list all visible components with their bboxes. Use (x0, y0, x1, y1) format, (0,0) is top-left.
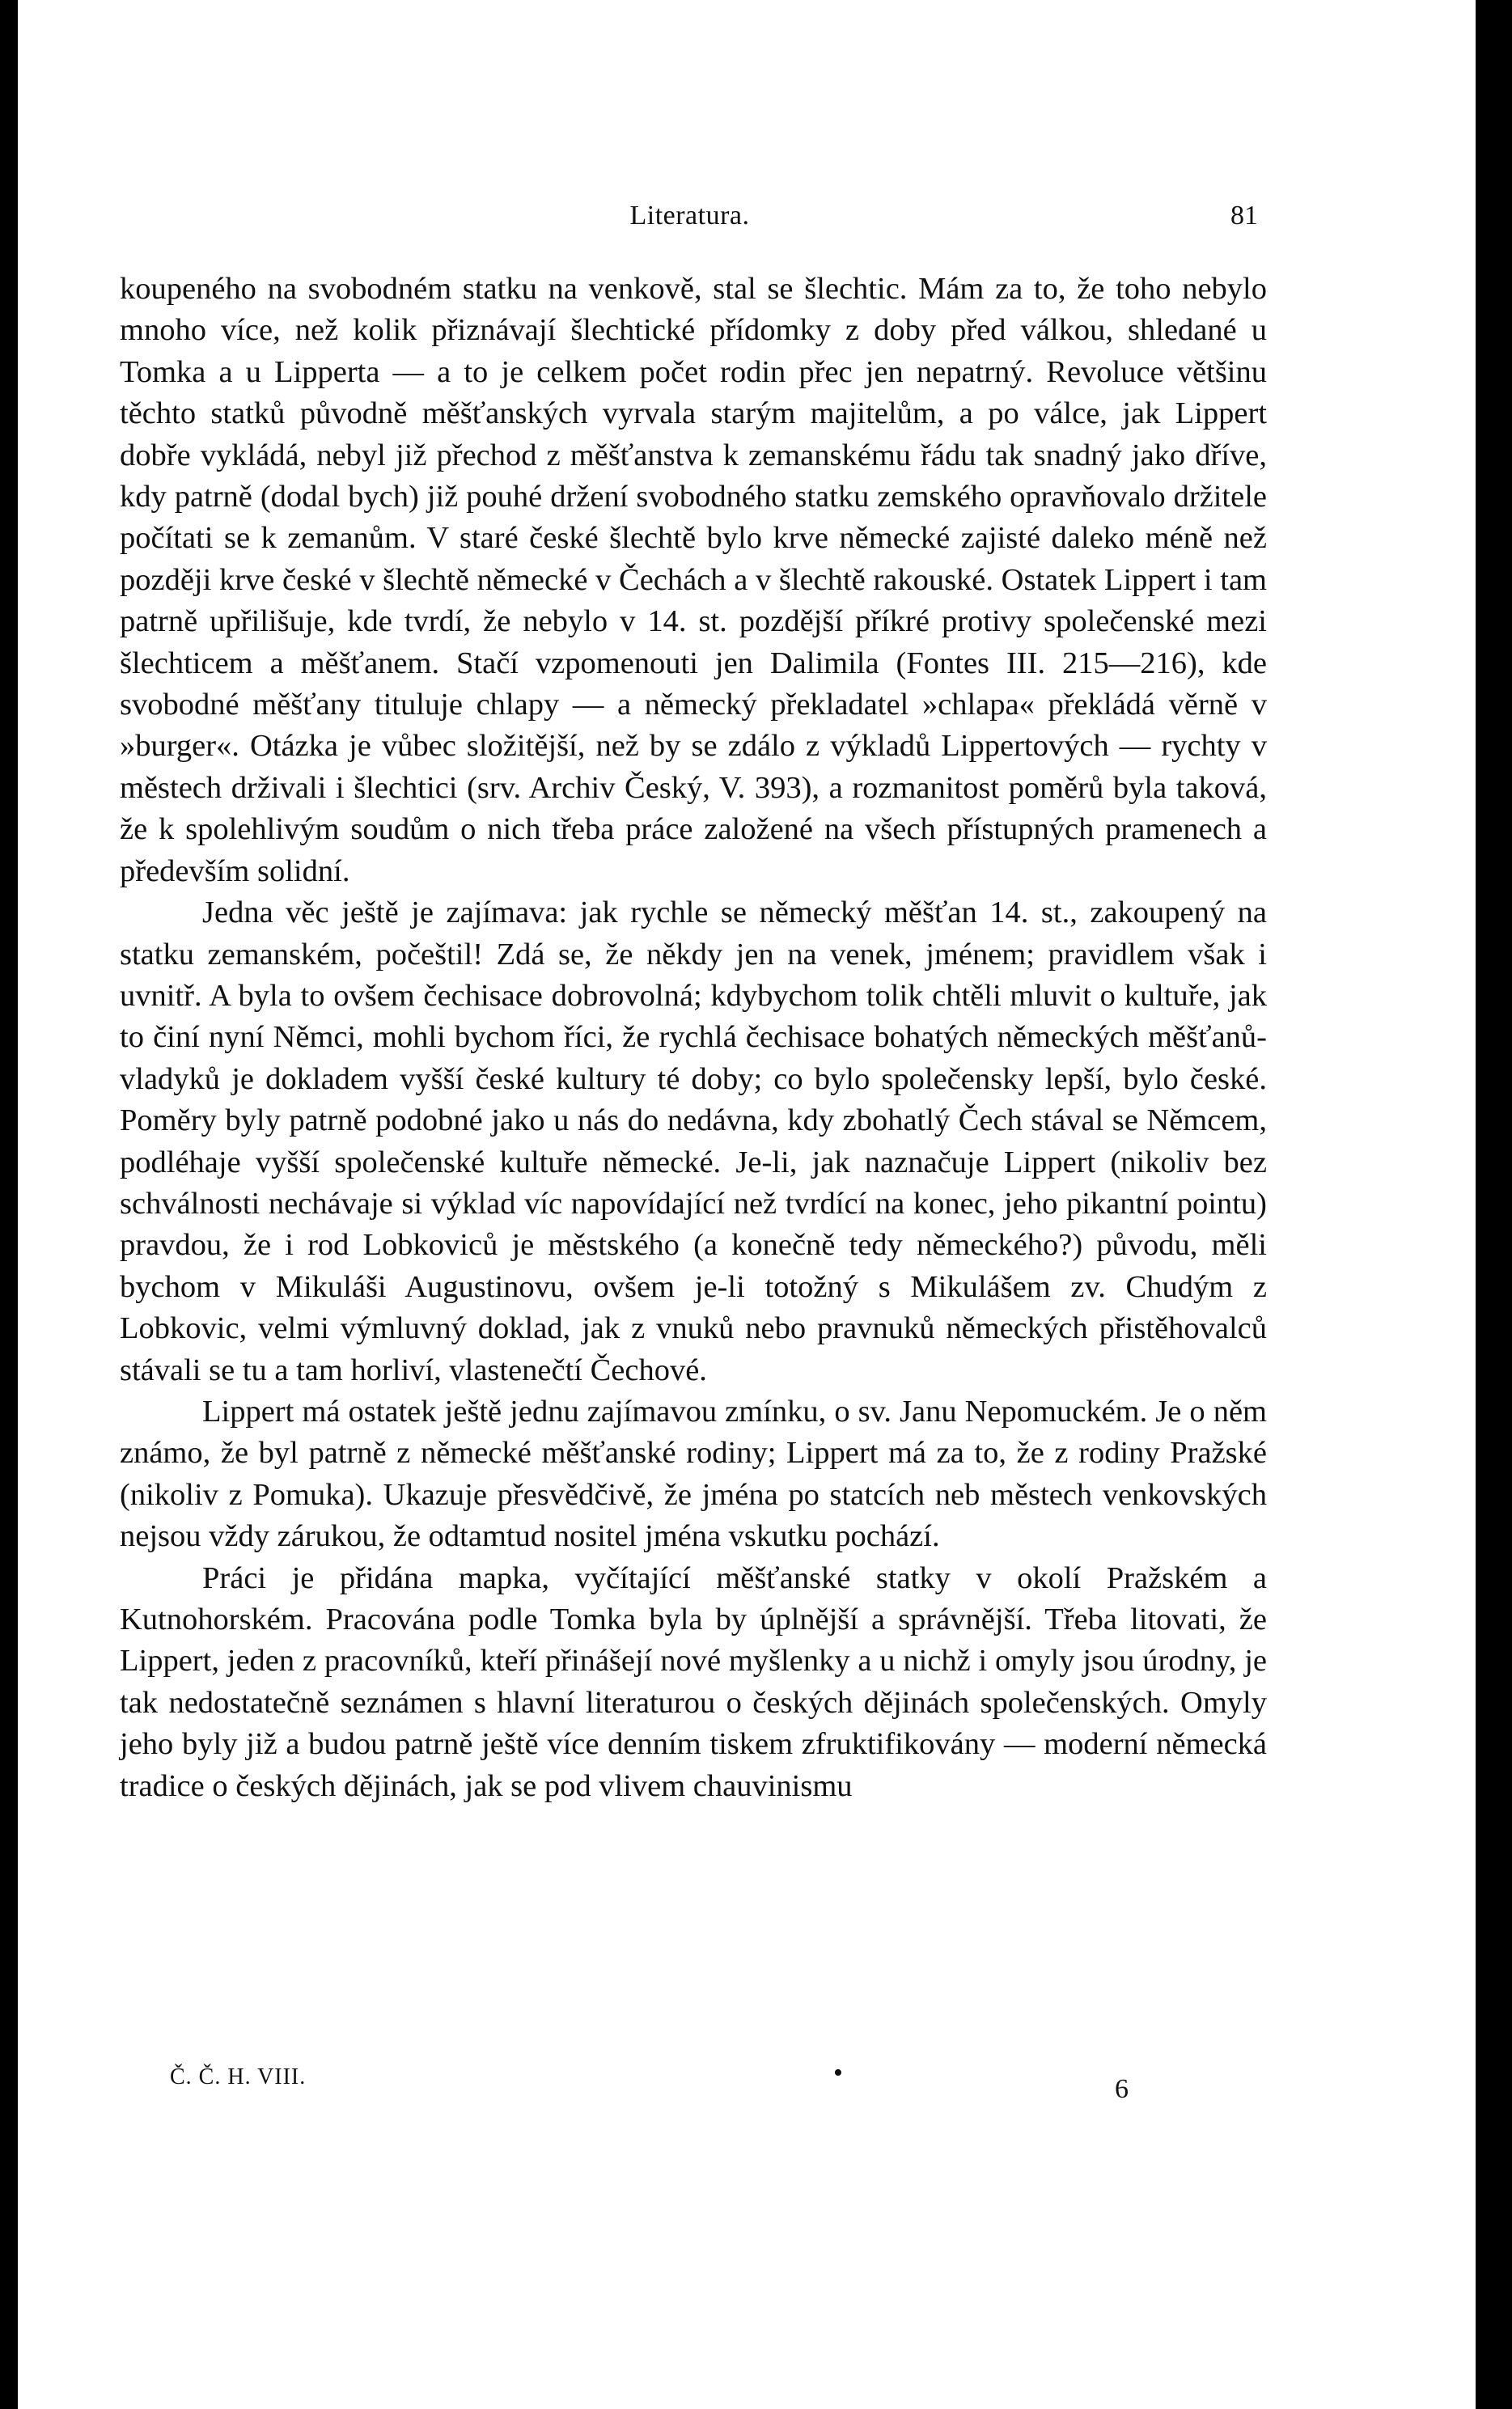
paragraph-3: Lippert má ostatek ještě jednu zajímavou zmínku, o sv. Janu Nepomuckém. Je o něm známo, že byl patrně z německé měšťanské rodiny; Lippert má za to, že z rodiny Pražské (nikoliv z Pomuka). Ukazuje přesvědčivě, že jména po statcích neb městech venkovských nejsou vždy zárukou, že odtamtud nositel jména vskutku pochází. (120, 1394, 1267, 1554)
signature-number: 6 (1115, 2074, 1129, 2104)
page-footer (121, 2058, 1258, 2105)
running-title: Literatura. (629, 201, 750, 231)
running-header (121, 201, 1258, 243)
page-number: 81 (1230, 201, 1258, 231)
footer-dot: • (833, 2058, 843, 2088)
scan-edge (1476, 0, 1512, 2409)
paragraph-4: Práci je přidána mapka, vyčítající měšťanské statky v okolí Pražském a Kutnohorském. Pracována podle Tomka byla by úplnější a správnější. Třeba litovati, že Lippert, jeden z pracovníků, kteří přinášejí nové myšlenky a u nichž i omyly jsou úrodny, je tak nedostatečně seznámen s hlavní literaturou o českých dějinách společenských. Omyly jeho byly již a budou patrně ještě více denním tiskem zfruktifikovány — moderní německá tradice o českých dějinách, jak se pod vlivem chauvinismu (120, 1560, 1267, 1803)
paragraph-1: koupeného na svobodném statku na venkově, stal se šlechtic. Mám za to, že toho nebylo mnoho více, než kolik přiznávají šlechtické přídomky z doby před válkou, shledané u Tomka a u Lipperta — a to je celkem počet rodin přec jen nepatrný. Revoluce většinu těchto statků původně měšťanských vyrvala starým majitelům, a po válce, jak Lippert dobře vykládá, nebyl již přechod z měšťanstva k zemanskému řádu tak snadný jako dříve, kdy patrně (dodal bych) již pouhé držení svobodného statku zemského opravňovalo držitele počítati se k zemanům. V staré české šlechtě bylo krve německé zajisté daleko méně než později krve české v šlechtě německé v Čechách a v šlechtě rakouské. Ostatek Lippert i tam patrně upřilišuje, kde tvrdí, že nebylo v 14. st. pozdější příkré protivy společenské mezi šlechticem a měšťanem. Stačí vzpomenouti jen Dalimila (Fontes III. 215—216), kde svobodné měšťany tituluje chlapy — a německý překladatel »chlapa« překládá věrně v »burger«. Otázka je vůbec složitější, než by se zdálo z výkladů Lippertových — rychty v městech drživali i šlechtici (srv. Archiv Český, V. 393), a rozmanitost poměrů byla taková, že k spolehlivým soudům o nich třeba práce založené na všech přístupných pramenech a především solidní. (120, 272, 1267, 888)
signature-mark: Č. Č. H. VIII. (170, 2064, 307, 2089)
paragraph-2: Jedna věc ještě je zajímava: jak rychle se německý měšťan 14. st., zakoupený na statku zemanském, počeštil! Zdá se, že někdy jen na venek, jménem; pravidlem však i uvnitř. A byla to ovšem čechisace dobrovolná; kdybychom tolik chtěli mluvit o kultuře, jak to činí nyní Němci, mohli bychom říci, že rychlá čechisace bohatých německých měšťanů-vladyků je dokladem vyšší české kultury té doby; co bylo společensky lepší, bylo české. Poměry byly patrně podobné jako u nás do nedávna, kdy zbohatlý Čech stával se Němcem, podléhaje vyšší společenské kultuře německé. Je-li, jak naznačuje Lippert (nikoliv bez schválnosti nechávaje si výklad víc napovídající než tvrdící na konec, jeho pikantní pointu) pravdou, že i rod Lobkoviců je městského (a konečně tedy německého?) původu, měli bychom v Mikuláši Augustinovu, ovšem je-li totožný s Mikulášem zv. Chudým z Lobkovic, velmi výmluvný doklad, jak z vnuků nebo pravnuků německých přistěhovalců stávali se tu a tam horliví, vlastenečtí Čechové. (120, 895, 1267, 1387)
body-text (120, 269, 1267, 1807)
